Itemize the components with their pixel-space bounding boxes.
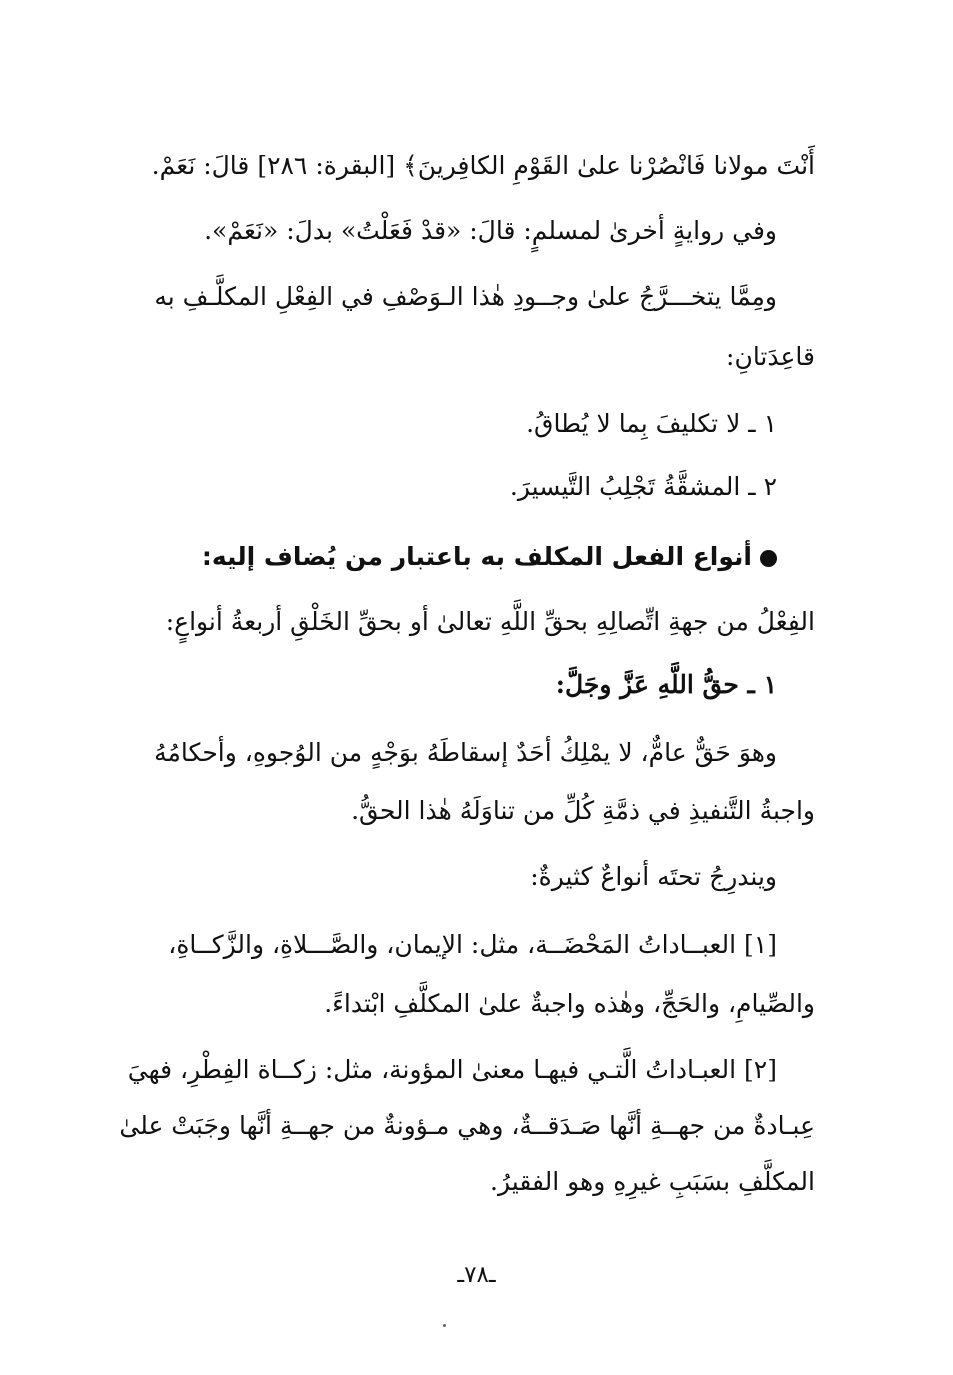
list-item-2: ٢ ـ المشقَّةُ تَجْلِبُ التَّيسيرَ. <box>509 472 777 501</box>
scan-speck <box>443 1324 446 1327</box>
text-line-11: ويندرِجُ تحتَه أنواعٌ كثيرةٌ: <box>530 862 777 891</box>
text-line-2: وفي روايةٍ أخرىٰ لمسلمٍ: قالَ: «قدْ فَعَلْتُ» بدلَ: «نَعَمْ». <box>204 216 777 245</box>
section-heading-text: أنواع الفعل المكلف به باعتبار من يُضاف إليه: <box>201 542 752 571</box>
text-line-15: عِبـادةٌ من جهــةِ أنَّها صَـدَقــةٌ، وهي مـؤونةٌ من جهــةِ أنَّها وجَبَتْ علىٰ <box>119 1111 815 1140</box>
text-line-10: واجبةُ التَّنفيذِ في ذمَّةِ كُلِّ من تناوَلَهُ هٰذا الحقُّ. <box>351 796 815 825</box>
list-item-1: ١ ـ لا تكليفَ بِما لا يُطاقُ. <box>526 409 777 438</box>
text-line-4: قاعِدَتانِ: <box>726 342 815 371</box>
text-line-3: ومِمَّا يتخـــرَّجُ علىٰ وجــودِ هٰذا الـوَصْفِ في الفِعْلِ المكلَّـفِ به <box>154 282 777 311</box>
subheading-1: ١ ـ حقُّ اللَّهِ عَزَّ وجَلَّ: <box>555 670 777 699</box>
section-heading <box>150 537 815 577</box>
bullet-icon <box>760 550 777 567</box>
text-line-13: والصِّيامِ، والحَجِّ، وهٰذه واجبةٌ علىٰ المكلَّفِ ابْتداءً. <box>324 989 815 1018</box>
text-line-12: [١] العبــاداتُ المَحْضَــة، مثل: الإيمان، والصَّـــلاةِ، والزَّكــاةِ، <box>168 930 777 959</box>
page-number: ـ٧٨ـ <box>457 1262 496 1288</box>
text-line-7: الفِعْلُ من جهةِ اتِّصالِهِ بحقِّ اللَّهِ تعالىٰ أو بحقِّ الخَلْقِ أربعةُ أنواعٍ: <box>165 607 815 636</box>
text-line-16: المكلَّفِ بسَبَبِ غيرِهِ وهو الفقيرُ. <box>490 1167 815 1196</box>
text-line-14: [٢] العبـاداتُ الَّتـي فيهـا معنىٰ المؤونة، مثل: زكــاة الفِطْرِ، فهيَ <box>127 1055 777 1084</box>
text-line-9: وهوَ حَقٌّ عامٌّ، لا يمْلِكُ أحَدٌ إسقاطَهُ بوَجْهٍ من الوُجوهِ، وأحكامُهُ <box>154 738 777 767</box>
text-line-1: أَنْتَ مولانا فَانْصُرْنا علىٰ القَوْمِ الكافِرينَ﴾ [البقرة: ٢٨٦] قالَ: نَعَمْ. <box>151 151 815 180</box>
